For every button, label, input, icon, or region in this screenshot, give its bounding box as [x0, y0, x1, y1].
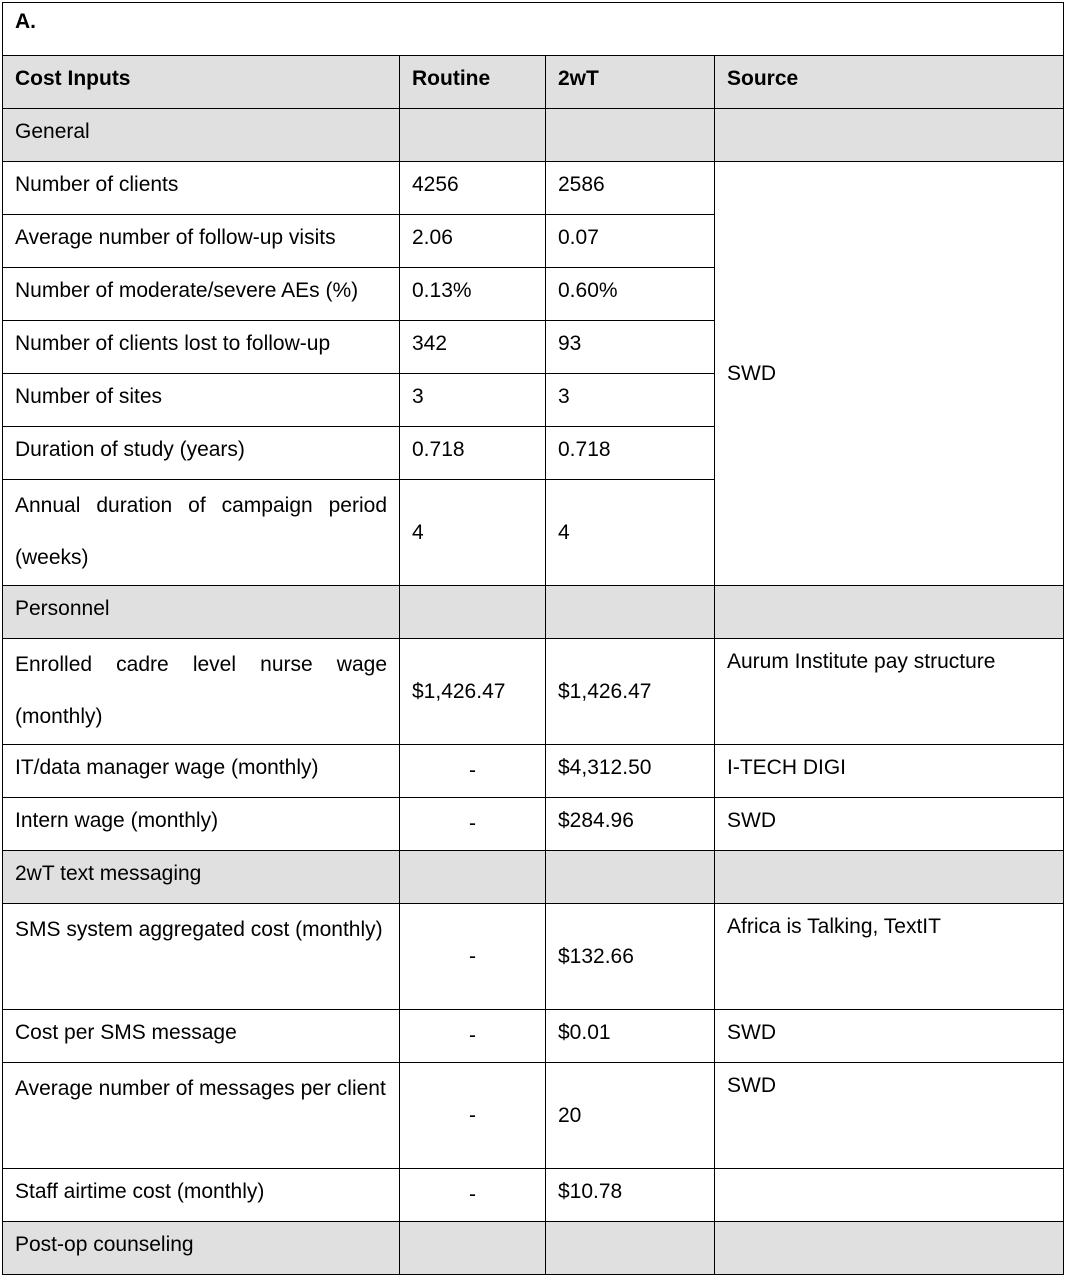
2wt-value: 20 — [546, 1063, 715, 1169]
table-row — [3, 1010, 1064, 1063]
routine-value: 2.06 — [400, 215, 546, 268]
source-value: SWD — [715, 798, 1064, 851]
table-row — [3, 162, 1064, 215]
2wt-value: $284.96 — [546, 798, 715, 851]
cost-input-label: Annual duration of campaign period (weeks) — [3, 480, 400, 586]
cost-inputs-table — [2, 2, 1064, 1275]
section-row-text-messaging — [3, 851, 1064, 904]
source-value — [715, 1169, 1064, 1222]
2wt-value: $132.66 — [546, 904, 715, 1010]
routine-value: 3 — [400, 374, 546, 427]
routine-value: - — [400, 904, 546, 1010]
section-row-general — [3, 109, 1064, 162]
2wt-value: 93 — [546, 321, 715, 374]
source-value: SWD — [715, 1010, 1064, 1063]
cost-input-label: Cost per SMS message — [3, 1010, 400, 1063]
table-row — [3, 798, 1064, 851]
cost-input-label: Number of clients — [3, 162, 400, 215]
2wt-value: $4,312.50 — [546, 745, 715, 798]
2wt-value: 4 — [546, 480, 715, 586]
cost-input-label: SMS system aggregated cost (monthly) — [3, 904, 400, 1010]
routine-value: - — [400, 1063, 546, 1169]
routine-value: $1,426.47 — [400, 639, 546, 745]
cost-input-label: Duration of study (years) — [3, 427, 400, 480]
section-label: Personnel — [3, 586, 400, 639]
cost-input-label: Average number of messages per client — [3, 1063, 400, 1169]
section-label: Post-op counseling — [3, 1222, 400, 1275]
source-value: SWD — [715, 1063, 1064, 1169]
header-cost-inputs: Cost Inputs — [3, 56, 400, 109]
table-header-row — [3, 56, 1064, 109]
table-row — [3, 1169, 1064, 1222]
table-row — [3, 745, 1064, 798]
routine-value: 342 — [400, 321, 546, 374]
cost-input-label: Number of sites — [3, 374, 400, 427]
source-value: Aurum Institute pay structure — [715, 639, 1064, 745]
routine-value: 4 — [400, 480, 546, 586]
header-2wt: 2wT — [546, 56, 715, 109]
routine-value: 4256 — [400, 162, 546, 215]
table-label: A. — [3, 3, 1064, 56]
cost-input-label: Number of moderate/severe AEs (%) — [3, 268, 400, 321]
routine-value: 0.718 — [400, 427, 546, 480]
section-row-post-op-counseling — [3, 1222, 1064, 1275]
section-label: General — [3, 109, 400, 162]
cost-input-label: Number of clients lost to follow-up — [3, 321, 400, 374]
source-value: Africa is Talking, TextIT — [715, 904, 1064, 1010]
2wt-value: $10.78 — [546, 1169, 715, 1222]
routine-value: - — [400, 798, 546, 851]
routine-value: - — [400, 1010, 546, 1063]
table-row — [3, 904, 1064, 1010]
cost-input-label: Average number of follow-up visits — [3, 215, 400, 268]
header-source: Source — [715, 56, 1064, 109]
header-routine: Routine — [400, 56, 546, 109]
2wt-value: $0.01 — [546, 1010, 715, 1063]
2wt-value: 3 — [546, 374, 715, 427]
table-row — [3, 1063, 1064, 1169]
source-value: SWD — [715, 162, 1064, 586]
cost-input-label: IT/data manager wage (monthly) — [3, 745, 400, 798]
table-row — [3, 639, 1064, 745]
section-label: 2wT text messaging — [3, 851, 400, 904]
2wt-value: 0.07 — [546, 215, 715, 268]
2wt-value: 0.718 — [546, 427, 715, 480]
routine-value: 0.13% — [400, 268, 546, 321]
routine-value: - — [400, 745, 546, 798]
section-row-personnel — [3, 586, 1064, 639]
cost-input-label: Enrolled cadre level nurse wage (monthly) — [3, 639, 400, 745]
2wt-value: 0.60% — [546, 268, 715, 321]
table-title-row — [3, 3, 1064, 56]
cost-input-label: Intern wage (monthly) — [3, 798, 400, 851]
routine-value: - — [400, 1169, 546, 1222]
2wt-value: 2586 — [546, 162, 715, 215]
source-value: I-TECH DIGI — [715, 745, 1064, 798]
2wt-value: $1,426.47 — [546, 639, 715, 745]
cost-input-label: Staff airtime cost (monthly) — [3, 1169, 400, 1222]
